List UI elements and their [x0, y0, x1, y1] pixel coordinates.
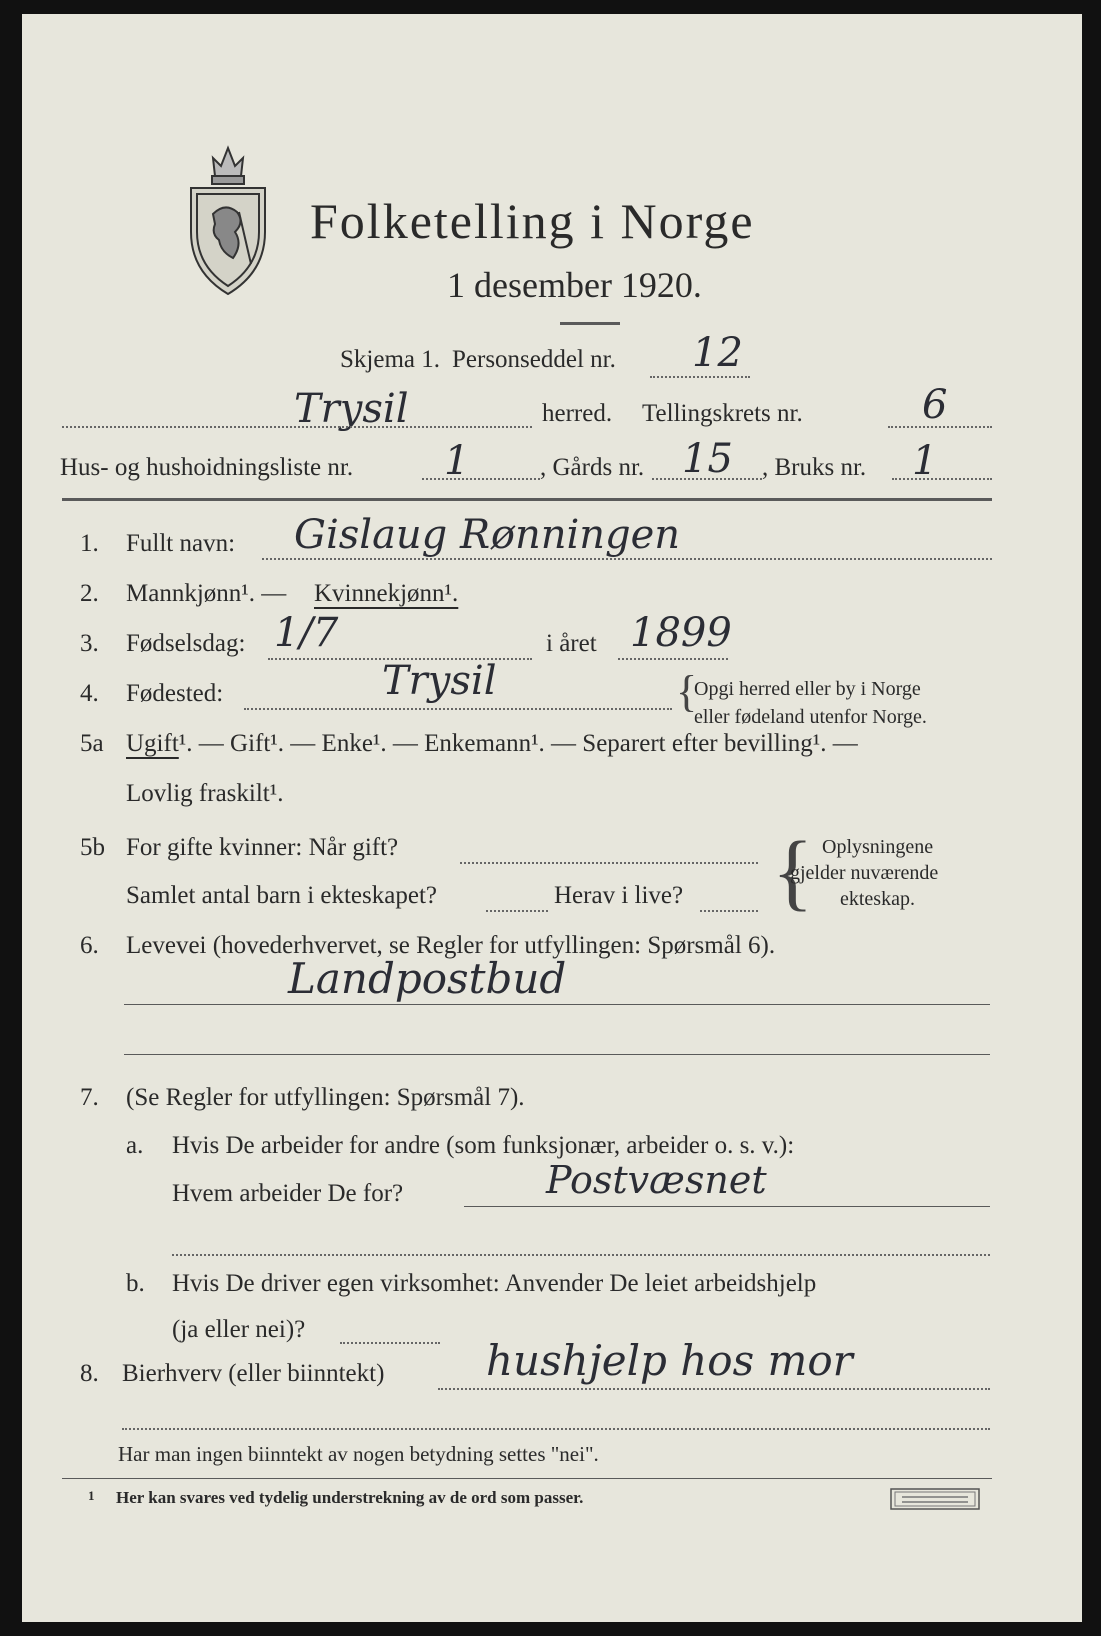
q8-number: 8. — [80, 1360, 99, 1387]
footnote-text: Her kan svares ved tydelig understrekning av de ord som passer. — [116, 1488, 584, 1507]
q5a-number: 5a — [80, 730, 104, 757]
q5b-label-2: Samlet antal barn i ekteskapet? — [126, 882, 437, 909]
q1-line — [262, 558, 992, 560]
q7b-label-1: Hvis De driver egen virksomhet: Anvender De leiet arbeidshjelp — [172, 1270, 817, 1297]
title-divider — [560, 322, 620, 325]
printer-stamp-icon — [890, 1488, 980, 1510]
herred-label: herred. — [542, 400, 613, 427]
q7b-number: b. — [126, 1270, 145, 1297]
q5b-children-line — [486, 910, 548, 912]
q8-line-2 — [122, 1428, 990, 1430]
q7a-label-2: Hvem arbeider De for? — [172, 1180, 404, 1207]
q3-number: 3. — [80, 630, 99, 657]
q7a-label-1: Hvis De arbeider for andre (som funksjonær, arbeider o. s. v.): — [172, 1132, 795, 1159]
q7b-line — [340, 1342, 440, 1344]
q3-year-value[interactable]: 1899 — [630, 610, 732, 656]
q4-value[interactable]: Trysil — [382, 658, 497, 704]
q7-number: 7. — [80, 1084, 99, 1111]
q3-value[interactable]: 1/7 — [274, 610, 339, 656]
q1-number: 1. — [80, 530, 99, 557]
q2-option-selected[interactable]: Kvinnekjønn¹. — [314, 580, 459, 607]
norwegian-lion-shield-icon — [185, 140, 271, 298]
q2-label: Mannkjønn¹. — — [126, 580, 287, 607]
gards-line — [652, 478, 762, 480]
gards-value[interactable]: 15 — [682, 436, 733, 482]
herred-line — [62, 426, 532, 428]
form-date: 1 desember 1920. — [447, 265, 702, 305]
personseddel-label: Personseddel nr. — [452, 346, 616, 373]
hus-label: Hus- og hushoidningsliste nr. — [60, 454, 354, 481]
q7a-line-2 — [172, 1254, 990, 1256]
bruks-value[interactable]: 1 — [912, 438, 938, 484]
q1-label: Fullt navn: — [126, 530, 236, 557]
q5a-option-selected[interactable]: Ugift — [126, 730, 179, 757]
q6-number: 6. — [80, 932, 99, 959]
tellingskrets-line — [888, 426, 992, 428]
q3-year-line — [618, 658, 728, 660]
hus-line — [422, 478, 540, 480]
footnote-divider — [62, 1478, 992, 1479]
q4-brace: { — [676, 667, 698, 716]
q6-label: Levevei (hovederhvervet, se Regler for utfyllingen: Spørsmål 6). — [126, 932, 776, 959]
q6-line-2 — [124, 1054, 990, 1055]
q5b-number: 5b — [80, 834, 105, 861]
bruks-line — [892, 478, 992, 480]
q5b-when-line — [460, 862, 758, 864]
q7b-label-2: (ja eller nei)? — [172, 1316, 306, 1343]
hus-value[interactable]: 1 — [444, 438, 470, 484]
q4-label: Fødested: — [126, 680, 224, 707]
form-title: Folketelling i Norge — [310, 193, 755, 249]
tellingskrets-label: Tellingskrets nr. — [642, 400, 803, 427]
q7a-value[interactable]: Postvæsnet — [546, 1158, 767, 1202]
personseddel-line — [650, 376, 750, 378]
footnote-mark: 1 — [88, 1488, 95, 1503]
q4-line — [244, 708, 672, 710]
herred-value[interactable]: Trysil — [294, 386, 409, 432]
q4-number: 4. — [80, 680, 99, 707]
header-divider — [62, 498, 992, 501]
biinntekt-note: Har man ingen biinntekt av nogen betydning settes "nei". — [118, 1442, 599, 1466]
q5b-brace: { — [772, 823, 814, 919]
schema-label: Skjema 1. — [340, 346, 440, 373]
q7a-number: a. — [126, 1132, 144, 1159]
q5a-options: ¹. — Gift¹. — Enke¹. — Enkemann¹. — Separert efter bevilling¹. — — [178, 730, 858, 757]
q3-year-label: i året — [546, 630, 597, 657]
personseddel-value[interactable]: 12 — [692, 330, 743, 376]
q1-value[interactable]: Gislaug Rønningen — [294, 512, 681, 558]
q5a-line-2: Lovlig fraskilt¹. — [126, 780, 284, 807]
q6-value[interactable]: Landpostbud — [288, 954, 567, 1003]
q7-label: (Se Regler for utfyllingen: Spørsmål 7). — [126, 1084, 525, 1111]
q8-value[interactable]: hushjelp hos mor — [486, 1336, 853, 1385]
gards-label: , Gårds nr. — [540, 454, 645, 481]
census-form-page — [22, 14, 1082, 1622]
q8-line-1 — [438, 1388, 990, 1390]
q4-note-1: Opgi herred eller by i Norge — [694, 678, 921, 700]
q5b-note-1: Oplysningene — [822, 836, 934, 858]
tellingskrets-value[interactable]: 6 — [922, 382, 948, 428]
q4-note-2: eller fødeland utenfor Norge. — [694, 706, 927, 728]
q6-line-1 — [124, 1004, 990, 1005]
q3-label: Fødselsdag: — [126, 630, 246, 657]
q5b-note-3: ekteskap. — [840, 888, 915, 910]
q8-label: Bierhverv (eller biinntekt) — [122, 1360, 385, 1387]
q5b-label-1: For gifte kvinner: Når gift? — [126, 834, 399, 861]
q5b-label-3: Herav i live? — [554, 882, 684, 909]
q7a-line-1 — [464, 1206, 990, 1207]
q5a-line-1 — [126, 730, 858, 758]
q2-number: 2. — [80, 580, 99, 607]
q5b-note-2: gjelder nuværende — [790, 862, 939, 884]
q5b-alive-line — [700, 910, 758, 912]
bruks-label: , Bruks nr. — [762, 454, 867, 481]
